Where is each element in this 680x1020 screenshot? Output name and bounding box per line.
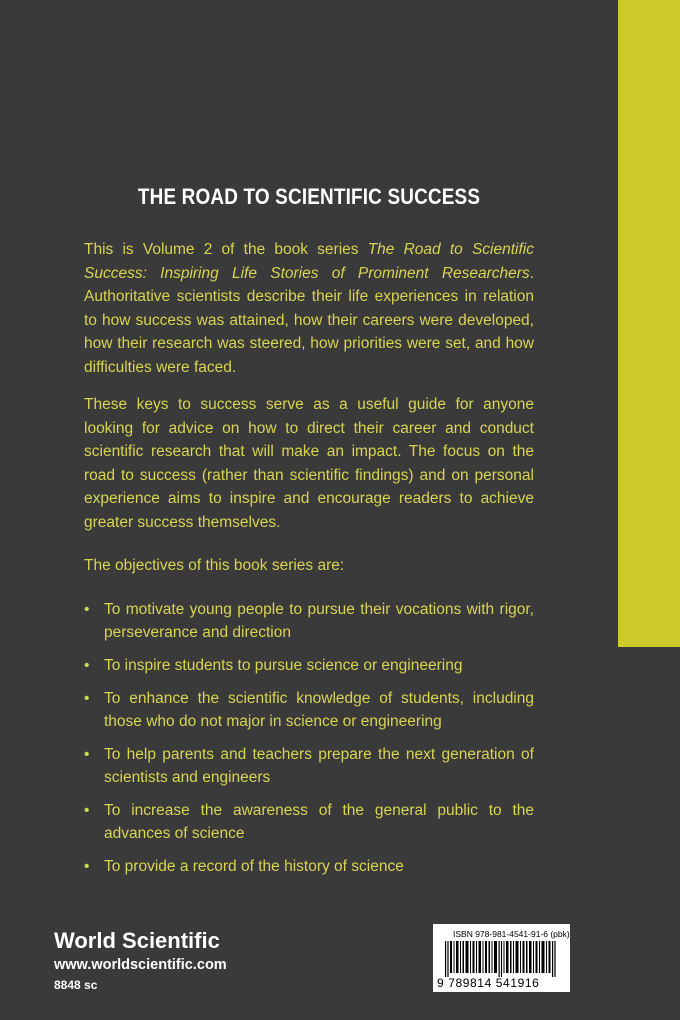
- bullet-icon: •: [84, 857, 90, 875]
- objective-item: • To enhance the scientific knowledge of students, including those who do not major in science or engineering: [84, 687, 534, 733]
- objectives-intro: The objectives of this book series are:: [84, 557, 345, 574]
- objective-item: • To motivate young people to pursue their vocations with rigor, perseverance and direction: [84, 598, 534, 644]
- intro-paragraph: This is Volume 2 of the book series The Road to Scientific Success: Inspiring Life Stories of Prominent Researchers. Authoritative scientists describe their life experiences in relation to how success was attained, how their careers were developed, how their research was steered, how priorities were set, and how difficulties were faced.: [84, 241, 534, 376]
- objective-item: • To provide a record of the history of science: [84, 855, 534, 878]
- objective-item: • To help parents and teachers prepare the next generation of scientists and engineers: [84, 743, 534, 789]
- bullet-icon: •: [84, 689, 90, 707]
- bullet-icon: •: [84, 745, 90, 763]
- bullet-icon: •: [84, 600, 90, 618]
- second-paragraph: These keys to success serve as a useful guide for anyone looking for advice on how to direct their career and conduct scientific research that will make an impact. The focus on the road to success (rather than scientific findings) and on personal experience aims to inspire and encourage readers to achieve greater success themselves.: [84, 396, 534, 531]
- publisher-name: World Scientific: [54, 928, 220, 953]
- objectives-list: [84, 598, 534, 878]
- back-cover-title: THE ROAD TO SCIENTIFIC SUCCESS: [137, 184, 481, 209]
- publisher-url: www.worldscientific.com: [54, 957, 227, 973]
- publisher-block: [54, 928, 227, 993]
- description-block: [84, 238, 534, 888]
- barcode-box: [433, 924, 570, 992]
- barcode-digits: 9 789814 541916: [437, 976, 540, 990]
- bullet-icon: •: [84, 801, 90, 819]
- barcode-icon: [445, 941, 558, 977]
- product-code: 8848 sc: [54, 978, 98, 992]
- series-title: The Road to Scientific Success: Inspiring Life Stories of Prominent Researchers: [84, 241, 534, 282]
- accent-color-bar: [618, 0, 680, 647]
- bullet-icon: •: [84, 656, 90, 674]
- objective-item: • To increase the awareness of the general public to the advances of science: [84, 799, 534, 845]
- isbn-label: ISBN 978-981-4541-91-6 (pbk): [453, 929, 570, 939]
- objective-item: • To inspire students to pursue science or engineering: [84, 654, 534, 677]
